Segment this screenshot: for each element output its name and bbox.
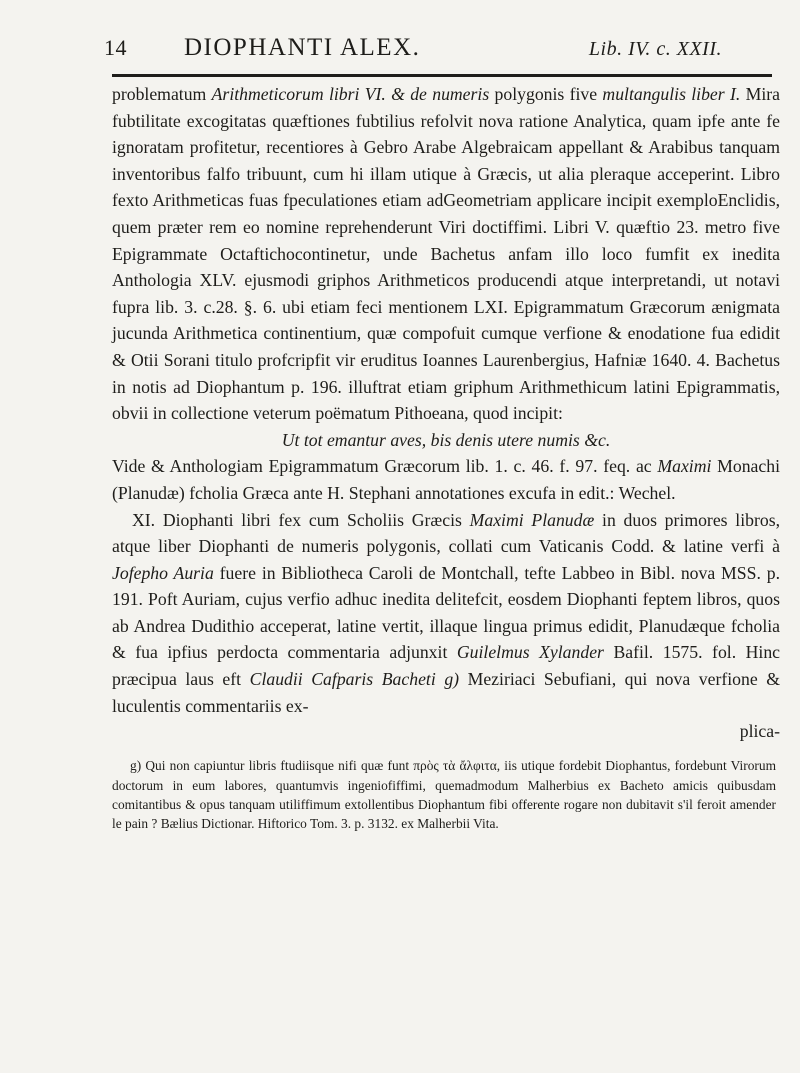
- running-head: [104, 34, 760, 70]
- italic-name: Maximi: [657, 456, 712, 477]
- section-reference: Lib. IV. c. XXII.: [588, 38, 722, 60]
- paragraph-2: Vide & Anthologiam Epigrammatum Græcorum lib. 1. c. 46. f. 97. feq. ac Maximi Monachi (Planudæ) fcholia Græca ante H. Stephani annotationes excufa in edit.: Wechel.: [112, 456, 781, 503]
- italic-name: Claudii Cafparis Bacheti g): [249, 669, 460, 690]
- paragraph-3: XI. Diophanti libri fex cum Scholiis Græcis Maximi Planudæ in duos primores libros, atque liber Diophanti de numeris polygonis, collati cum Vaticanis Codd. & latine verfi à Jofepho Auria fuere in Bibliotheca Caroli de Montchall, tefte Labbeo in Bibl. nova MSS. p. 191. Poft Auriam, cujus verfio adhuc inedita delitefcit, eosdem Diophanti feptem libros, quos ab Andrea Dudithio acceperat, latine vertit, illaque lingua primus edidit, Planudæque fcholia & fua ipfius perdocta commentaria adjunxit Guilelmus Xylander Bafil. 1575. fol. Hinc præcipua laus eft Claudii Cafparis Bacheti g) Meziriaci Sebufiani, qui nova verfione & luculentis commentariis ex-: [112, 509, 781, 716]
- running-title: DIOPHANTI ALEX.: [184, 34, 421, 61]
- italic-name: Maximi Planudæ: [469, 509, 595, 530]
- header-rule: [112, 74, 772, 77]
- footnote-text: Qui non capiuntur libris ftudiisque nifi quæ funt πρὸς τὰ ἄλφιτα, iis utique fordebit Diophantus, fordebunt Virorum doctorum in eum labores, quantumvis ingeniofiffimi, quemadmodum Malherbius ex Bacheto amicis quibusdam comitantibus & opus tanquam utiliffimum extollentibus Diophantum fibi offerente rogare non dubitavit s'il feroit amender le pain ? Bælius Dictionar. Hiftorico Tom. 3. p. 3132. ex Malherbii Vita.: [112, 758, 776, 832]
- catchword: plica-: [739, 721, 780, 742]
- paragraph-1: problematum Arithmeticorum libri VI. & de numeris polygonis five multangulis liber I. Mira fubtilitate excogitatas quæftiones fubtilius refolvit nova ratione Analytica, quam ipfe ante fe ignoratam profitetur, recentiores à Gebro Arabe Algebraicam appellant & Arabibus tanquam inventoribus falfo tribuunt, cum hi illam utique à Græcis, ut alia pleraque acceperint. Libro fexto Arithmeticas fuas fpeculationes etiam adGeometriam applicare incipit exemploEnclidis, quem præter rem eo nomine reprehenderunt Viri doctiffimi. Libri V. quæftio 23. metro five Epigrammate Octaftichocontinetur, unde Bachetus anfam illo loco fumfit ex inedita Anthologia XLV. ejusmodi griphos Arithmeticos producendi atque interpretandi, ut notavi fupra lib. 3. c.28. §. 6. ubi etiam feci mentionem LXI. Epigrammatum Græcorum ænigmata jucunda Arithmetica continentium, quæ compofuit cumque verfione & enodatione fua edidit & Otii Sorani titulo profcripfit vir eruditus Ioannes Laurenbergius, Hafniæ 1640. 4. Bachetus in notis ad Diophantum p. 196. illuftrat etiam griphum Arithmethicum latini Epigrammatis, obvii in collectione veterum poëmatum Pithoeana, quod incipit:: [112, 84, 780, 424]
- footnote: [112, 756, 776, 834]
- italic-name: Jofepho Auria: [112, 562, 214, 583]
- main-text: [112, 81, 780, 719]
- page-number: 14: [104, 35, 127, 60]
- italic-name: Guilelmus Xylander: [456, 642, 604, 663]
- italic-title: Arithmeticorum libri VI. & de numeris: [211, 84, 490, 104]
- verse-quote: Ut tot emantur aves, bis denis utere numis &c.: [281, 429, 611, 450]
- footnote-mark: g): [130, 758, 142, 774]
- italic-title: multangulis liber I.: [602, 84, 741, 104]
